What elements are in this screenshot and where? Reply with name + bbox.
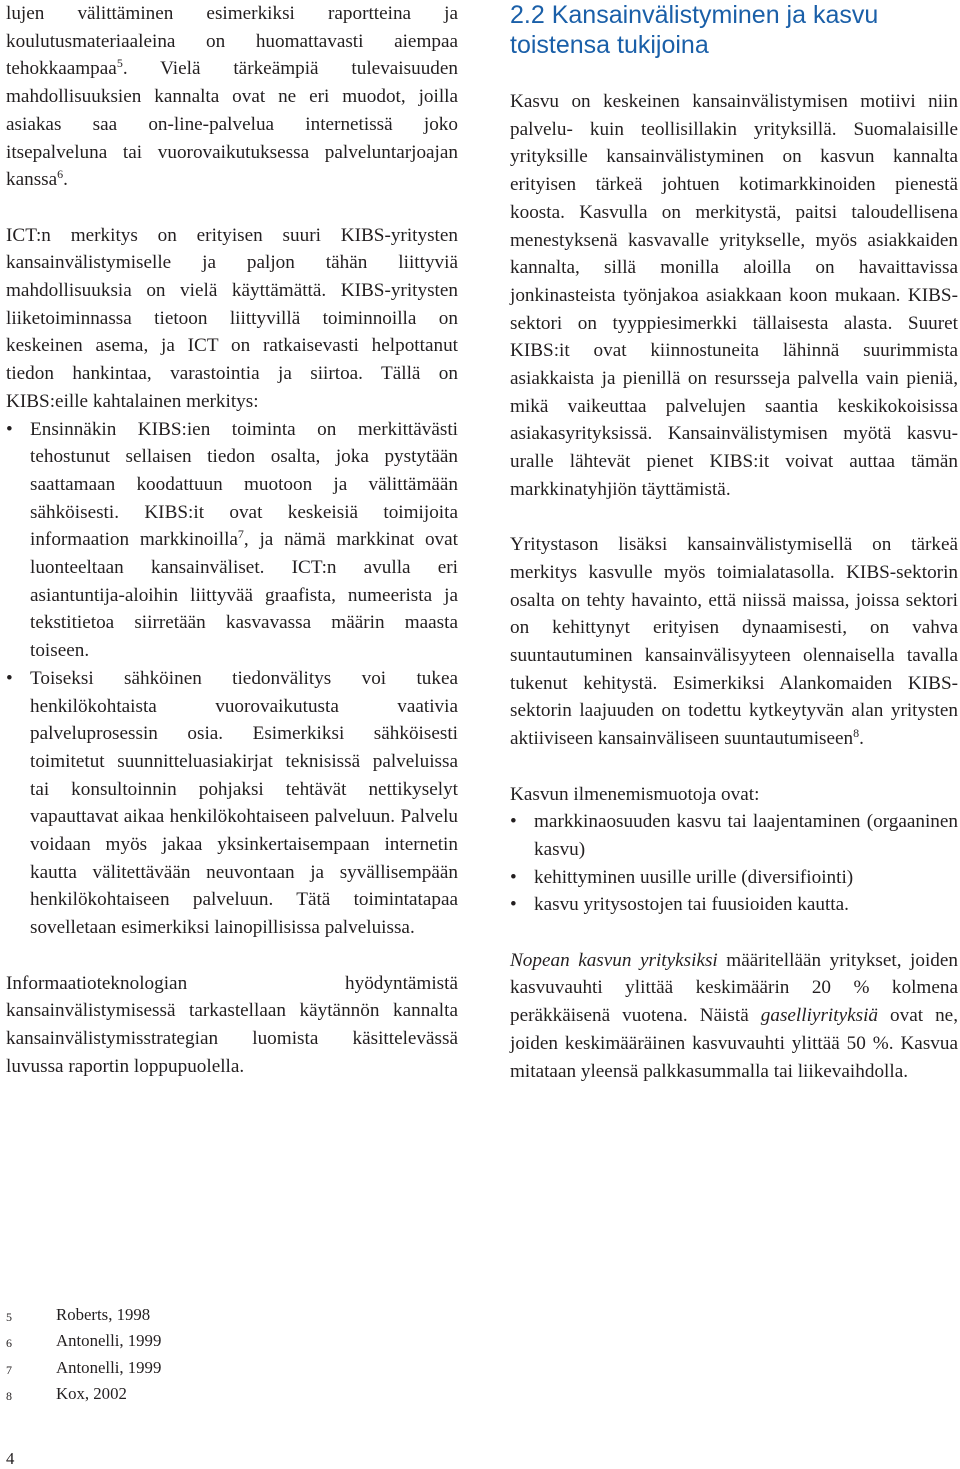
paragraph-text: . Vielä tärkeämpiä tulevaisuuden mahdollisuuksien kannalta ovat ne eri muodot, joilla asiakas saa on-line-palvelua internetissä joko itsepalveluna tai vuorovaikutuksessa palveluntarjoajan kanssa [6,58,458,191]
footnote [6,1302,306,1328]
bullet-icon: • [510,811,517,833]
emphasis-text: gaselliyrityksiä [760,1005,878,1027]
right-column [510,0,958,1085]
paragraph-text: määritellään yritykset, joiden kasvuvauhti ylittää keskimäärin 20 % kolmena peräkkäisenä vuotena. Näistä [510,949,959,1027]
footnote-ref[interactable]: 5 [116,56,123,71]
left-column [6,0,458,1080]
footnote-mark: 8 [6,1388,12,1403]
bullet-icon: • [510,894,517,916]
section-heading [510,0,958,60]
list-item-text: markkinaosuuden kasvu tai laajentaminen (orgaaninen kasvu) [534,811,958,860]
footnote-mark: 6 [6,1336,12,1351]
paragraph: ICT:n merkitys on erityisen suuri KIBS-yritysten kansainvälistymiselle ja paljon tähän liittyviä mahdollisuuksia on vielä käyttämättä. KIBS-yritysten liiketoiminnassa tietoon liittyvillä toiminnoilla on keskeinen asema, ja ICT on ratkaisevasti helpottanut tiedon hankintaa, varastointia ja siirtoa. Tällä on KIBS:eille kahtalainen merkitys: [6,224,458,412]
list-item-text: Ensinnäkin KIBS:ien toiminta on merkittävästi tehostunut sellaisen tiedon osalta, joka pystytään saattamaan koodattuun muotoon ja välittämään sähköisesti. KIBS:it ovat keskeisiä toimijoita informaation markkinoilla [30,418,458,551]
bullet-icon: • [6,667,13,689]
paragraph: Kasvu on keskeinen kansainvälistymisen motiivi niin palvelu- kuin teollisillakin yrityksillä. Suomalaisille yrityksille kansainvälistyminen on kasvun kannalta erityisen tärkeä johtuen kotimarkkinoiden pienestä koosta. Kasvulla on merkitystä, paitsi taloudellisena menestyksenä kasvavalle yritykselle, myös asiakkaiden kannalta, sillä monilla aloilla on havaittavissa jonkinasteista työnjakoa asiakkaan koon mukaan. KIBS-sektori on tyyppiesimerkki tällaisesta alasta. Suuret KIBS:it ovat kiinnostuneita lähinnä suurimmista asiakkaista ja pienillä on resursseja palvella vain pieniä, mikä vaikeuttaa palvelujen saantia keskikokoisissa asiakasyrityksissä. Kansainvälistymisen myötä kasvu-uralle lähtevät pienet KIBS:it voivat auttaa tämän markkinatyhjiön täyttämistä. [510,91,958,500]
section-title-line: Kansainvälistyminen ja kasvu [551,1,879,29]
footnote-mark: 7 [6,1362,12,1377]
footnote-text: Antonelli, 1999 [56,1331,162,1351]
paragraph-text: ovat ne, joiden keskimääräinen kasvuvauhti ylittää 50 %. Kasvua mitataan yleensä palkkasummalla tai liikevaihdolla. [510,1005,958,1082]
footnote [6,1355,306,1381]
section-title-line: toistensa tukijoina [510,31,709,59]
list-item-text: , ja nämä markkinat ovat luonteeltaan kansainväliset. ICT:n avulla eri asiantuntija-aloihin liittyvää graafista, numeerista ja tekstitietoa siirretään kasvavassa määrin maasta toiseen. [30,529,458,662]
page-number: 4 [6,1449,15,1468]
paragraph-text: . [859,728,864,750]
list-item-text: kehittyminen uusille urille (diversifiointi) [534,866,854,888]
footnote-ref[interactable]: 8 [853,726,860,741]
list-item [6,665,458,942]
footnote-text: Roberts, 1998 [56,1305,151,1324]
footnote [6,1328,306,1354]
section-number: 2.2 [510,1,545,29]
paragraph-text: Yritystason lisäksi kansainvälistymisellä on tärkeä merkitys kasvulle myös toimialatasolla. KIBS-sektorin osalta on tehty havainto, että niissä maissa, joissa sektori on kehittynyt erityisen dynaamisesti, on vahva suuntautuminen kansainvälisyyteen olennaisella tavalla tukenut kehitystä. Esimerkiksi Alankomaiden KIBS-sektorin laajuuden on todettu kytkeytyvän alan yritysten aktiiviseen kansainväliseen suuntautumiseen [510,534,958,750]
footnote [6,1381,306,1407]
bullet-list [6,416,458,942]
paragraph: Kasvun ilmenemismuotoja ovat: [510,783,760,805]
paragraph [510,531,958,753]
paragraph-text: . [63,169,68,191]
bullet-icon: • [6,418,13,440]
paragraph-text: lujen välittäminen esimerkiksi raportteina ja koulutusmateriaaleina on huomattavasti aiempaa tehokkaampaa [6,3,458,80]
list-item [510,891,958,919]
bullet-icon: • [510,866,517,888]
emphasis-text: Nopean kasvun yrityksiksi [510,949,718,971]
footnotes [6,1302,306,1407]
footnote-text: Kox, 2002 [56,1383,127,1403]
footnote-ref[interactable]: 6 [57,167,64,182]
paragraph [6,0,458,194]
footnote-mark: 5 [6,1310,12,1324]
footnote-ref[interactable]: 7 [237,527,244,542]
paragraph [510,947,958,1086]
bullet-list [510,808,958,919]
paragraph: Informaatioteknologian hyödyntämistä kansainvälistymisessä tarkastellaan käytännön kannalta kansainvälistymisstrategian luomista käsittelevässä luvussa raportin loppupuolella. [6,972,458,1077]
list-item [510,864,958,892]
list-item [6,416,458,665]
list-item-text: Toiseksi sähköinen tiedonvälitys voi tukea henkilökohtaista vuorovaikutusta vaativia palveluprosessin osia. Esimerkiksi sähköisesti toimitetut suunnitteluasiakirjat teknisissä palveluissa tai konsultoinnin pohjaksi tehtävät nettikyselyt vapauttavat aikaa henkilökohtaiseen palveluun. Palvelu voidaan myös jakaa yksinkertaisempaan internetin kautta välitettävään neuvontaan ja syvällisempään henkilökohtaiseen palveluun. Tätä toimintatapaa sovelletaan esimerkiksi lainopillisissa palveluissa. [30,667,458,939]
list-item-text: kasvu yritysostojen tai fuusioiden kautta. [534,894,849,916]
list-item [510,808,958,863]
footnote-text: Antonelli, 1999 [56,1357,162,1377]
